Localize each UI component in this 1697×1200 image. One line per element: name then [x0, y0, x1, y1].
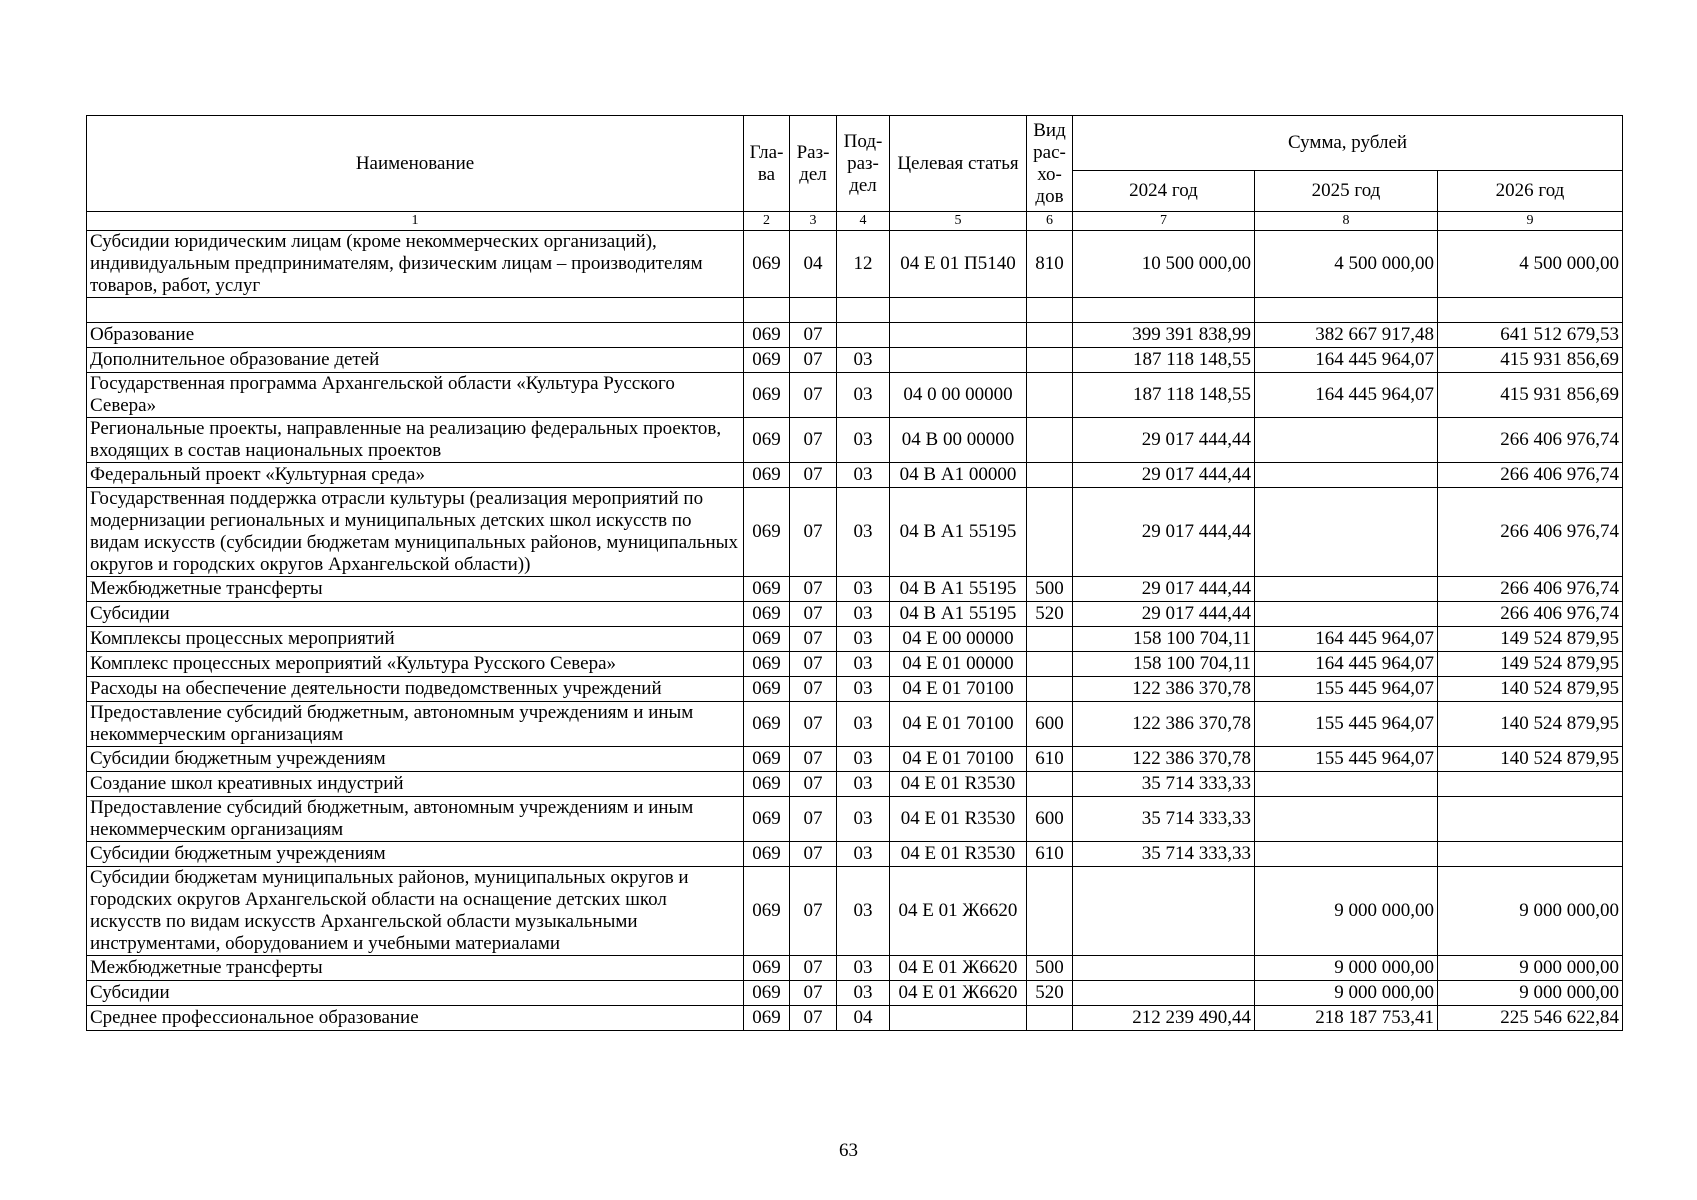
table-row [87, 652, 1623, 677]
row-expense-type: 500 [1027, 577, 1073, 602]
row-name: Среднее профессиональное образование [87, 1006, 744, 1031]
row-target-article: 04 Е 01 R3530 [890, 797, 1027, 842]
row-amount-2025: 155 445 964,07 [1255, 677, 1438, 702]
row-amount-2026: 9 000 000,00 [1438, 956, 1623, 981]
row-amount-2025: 9 000 000,00 [1255, 981, 1438, 1006]
row-section: 07 [790, 981, 837, 1006]
row-name: Дополнительное образование детей [87, 348, 744, 373]
row-amount-2026: 415 931 856,69 [1438, 373, 1623, 418]
row-name: Межбюджетные трансферты [87, 577, 744, 602]
header-expense-type: Вид рас-хо-дов [1027, 116, 1073, 212]
row-section: 07 [790, 867, 837, 956]
row-subsection: 03 [837, 981, 890, 1006]
page-number: 63 [839, 1140, 858, 1161]
row-expense-type [1027, 627, 1073, 652]
row-amount-2026: 225 546 622,84 [1438, 1006, 1623, 1031]
row-chapter: 069 [744, 488, 790, 577]
row-section: 07 [790, 602, 837, 627]
row-target-article: 04 Е 01 R3530 [890, 772, 1027, 797]
table-row [87, 677, 1623, 702]
row-amount-2026: 149 524 879,95 [1438, 652, 1623, 677]
row-subsection: 03 [837, 418, 890, 463]
row-name [87, 298, 744, 323]
row-target-article: 04 Е 00 00000 [890, 627, 1027, 652]
row-chapter: 069 [744, 677, 790, 702]
row-chapter: 069 [744, 602, 790, 627]
row-amount-2024: 29 017 444,44 [1073, 418, 1255, 463]
row-amount-2025: 9 000 000,00 [1255, 956, 1438, 981]
row-name: Федеральный проект «Культурная среда» [87, 463, 744, 488]
header-sum: Сумма, рублей [1073, 116, 1623, 171]
row-expense-type [1027, 772, 1073, 797]
row-subsection: 03 [837, 956, 890, 981]
col-number: 8 [1255, 212, 1438, 231]
col-number: 2 [744, 212, 790, 231]
row-name: Предоставление субсидий бюджетным, автономным учреждениям и иным некоммерческим организациям [87, 702, 744, 747]
row-amount-2024: 10 500 000,00 [1073, 231, 1255, 298]
table-row [87, 981, 1623, 1006]
row-chapter: 069 [744, 418, 790, 463]
header-name: Наименование [87, 116, 744, 212]
column-number-row [87, 212, 1623, 231]
row-section: 07 [790, 488, 837, 577]
row-amount-2025 [1255, 298, 1438, 323]
row-name: Государственная программа Архангельской области «Культура Русского Севера» [87, 373, 744, 418]
col-number: 1 [87, 212, 744, 231]
row-amount-2026 [1438, 842, 1623, 867]
row-amount-2026 [1438, 772, 1623, 797]
row-amount-2026 [1438, 298, 1623, 323]
row-amount-2026: 4 500 000,00 [1438, 231, 1623, 298]
row-subsection: 12 [837, 231, 890, 298]
row-amount-2024: 35 714 333,33 [1073, 797, 1255, 842]
table-row [87, 418, 1623, 463]
row-section: 07 [790, 323, 837, 348]
row-amount-2024: 399 391 838,99 [1073, 323, 1255, 348]
row-amount-2024 [1073, 956, 1255, 981]
row-target-article [890, 323, 1027, 348]
row-amount-2024 [1073, 867, 1255, 956]
row-subsection: 03 [837, 842, 890, 867]
table-row [87, 702, 1623, 747]
row-subsection: 03 [837, 797, 890, 842]
row-amount-2026: 266 406 976,74 [1438, 577, 1623, 602]
col-number: 7 [1073, 212, 1255, 231]
row-amount-2024: 29 017 444,44 [1073, 577, 1255, 602]
row-subsection: 03 [837, 488, 890, 577]
row-amount-2026: 266 406 976,74 [1438, 602, 1623, 627]
row-name: Образование [87, 323, 744, 348]
row-name: Субсидии юридическим лицам (кроме некоммерческих организаций), индивидуальным предпринимателям, физическим лицам – производителям товаров, работ, услуг [87, 231, 744, 298]
row-expense-type [1027, 323, 1073, 348]
row-target-article: 04 Е 01 R3530 [890, 842, 1027, 867]
row-amount-2024: 35 714 333,33 [1073, 772, 1255, 797]
row-section: 07 [790, 702, 837, 747]
row-amount-2025: 164 445 964,07 [1255, 627, 1438, 652]
row-amount-2025: 155 445 964,07 [1255, 702, 1438, 747]
row-name: Субсидии бюджетным учреждениям [87, 747, 744, 772]
row-amount-2024: 35 714 333,33 [1073, 842, 1255, 867]
row-section: 07 [790, 348, 837, 373]
row-name: Государственная поддержка отрасли культуры (реализация мероприятий по модернизации региональных и муниципальных детских школ искусств по видам искусств (субсидии бюджетам муниципальных районов, муниципальных округов и городских округов Архангельской области)) [87, 488, 744, 577]
row-section: 07 [790, 842, 837, 867]
row-expense-type: 520 [1027, 981, 1073, 1006]
row-amount-2025 [1255, 772, 1438, 797]
row-chapter: 069 [744, 627, 790, 652]
table-row [87, 323, 1623, 348]
row-amount-2025: 218 187 753,41 [1255, 1006, 1438, 1031]
row-amount-2026: 266 406 976,74 [1438, 488, 1623, 577]
row-target-article [890, 348, 1027, 373]
row-amount-2024: 158 100 704,11 [1073, 652, 1255, 677]
row-amount-2024: 122 386 370,78 [1073, 677, 1255, 702]
row-amount-2026: 9 000 000,00 [1438, 867, 1623, 956]
row-subsection: 03 [837, 373, 890, 418]
row-amount-2024: 187 118 148,55 [1073, 348, 1255, 373]
table-row [87, 1006, 1623, 1031]
row-section: 07 [790, 1006, 837, 1031]
row-section: 07 [790, 956, 837, 981]
row-chapter: 069 [744, 463, 790, 488]
table-row [87, 488, 1623, 577]
row-target-article: 04 Е 01 Ж6620 [890, 867, 1027, 956]
row-name: Региональные проекты, направленные на реализацию федеральных проектов, входящих в состав национальных проектов [87, 418, 744, 463]
row-expense-type: 500 [1027, 956, 1073, 981]
row-section: 07 [790, 373, 837, 418]
row-target-article: 04 В А1 55195 [890, 488, 1027, 577]
col-number: 4 [837, 212, 890, 231]
row-subsection: 03 [837, 627, 890, 652]
row-expense-type: 600 [1027, 702, 1073, 747]
row-section: 07 [790, 677, 837, 702]
row-amount-2025: 155 445 964,07 [1255, 747, 1438, 772]
row-subsection: 03 [837, 652, 890, 677]
row-expense-type [1027, 463, 1073, 488]
row-name: Комплекс процессных мероприятий «Культура Русского Севера» [87, 652, 744, 677]
row-section: 07 [790, 797, 837, 842]
header-target-article: Целевая статья [890, 116, 1027, 212]
row-name: Субсидии бюджетным учреждениям [87, 842, 744, 867]
row-expense-type [1027, 488, 1073, 577]
row-subsection [837, 323, 890, 348]
table-row [87, 797, 1623, 842]
row-amount-2026: 140 524 879,95 [1438, 747, 1623, 772]
col-number: 6 [1027, 212, 1073, 231]
row-amount-2025 [1255, 418, 1438, 463]
row-amount-2025 [1255, 797, 1438, 842]
row-chapter: 069 [744, 348, 790, 373]
header-year-2024: 2024 год [1073, 171, 1255, 212]
row-target-article: 04 В А1 55195 [890, 577, 1027, 602]
row-chapter: 069 [744, 797, 790, 842]
row-section: 07 [790, 627, 837, 652]
row-subsection: 03 [837, 702, 890, 747]
row-target-article: 04 В 00 00000 [890, 418, 1027, 463]
row-subsection: 03 [837, 747, 890, 772]
row-name: Субсидии [87, 981, 744, 1006]
row-subsection: 03 [837, 677, 890, 702]
table-row [87, 231, 1623, 298]
row-name: Субсидии [87, 602, 744, 627]
col-number: 9 [1438, 212, 1623, 231]
row-target-article: 04 Е 01 П5140 [890, 231, 1027, 298]
table-row [87, 772, 1623, 797]
row-subsection: 04 [837, 1006, 890, 1031]
table-row [87, 602, 1623, 627]
row-amount-2026: 266 406 976,74 [1438, 418, 1623, 463]
row-name: Расходы на обеспечение деятельности подведомственных учреждений [87, 677, 744, 702]
row-amount-2024: 158 100 704,11 [1073, 627, 1255, 652]
row-name: Комплексы процессных мероприятий [87, 627, 744, 652]
row-expense-type: 520 [1027, 602, 1073, 627]
row-chapter: 069 [744, 577, 790, 602]
table-row [87, 956, 1623, 981]
row-amount-2024 [1073, 981, 1255, 1006]
row-chapter: 069 [744, 842, 790, 867]
row-amount-2025: 382 667 917,48 [1255, 323, 1438, 348]
row-chapter: 069 [744, 702, 790, 747]
row-section [790, 298, 837, 323]
row-section: 07 [790, 747, 837, 772]
row-amount-2024: 122 386 370,78 [1073, 747, 1255, 772]
row-chapter: 069 [744, 652, 790, 677]
row-expense-type [1027, 348, 1073, 373]
table-row [87, 577, 1623, 602]
row-chapter [744, 298, 790, 323]
row-section: 07 [790, 463, 837, 488]
col-number: 3 [790, 212, 837, 231]
row-expense-type [1027, 652, 1073, 677]
row-section: 07 [790, 418, 837, 463]
row-chapter: 069 [744, 747, 790, 772]
row-target-article: 04 Е 01 70100 [890, 677, 1027, 702]
row-section: 07 [790, 652, 837, 677]
row-expense-type [1027, 867, 1073, 956]
row-chapter: 069 [744, 772, 790, 797]
budget-table-body [87, 231, 1623, 1031]
row-target-article: 04 Е 01 70100 [890, 702, 1027, 747]
row-amount-2025: 9 000 000,00 [1255, 867, 1438, 956]
row-expense-type: 810 [1027, 231, 1073, 298]
row-amount-2026: 140 524 879,95 [1438, 702, 1623, 747]
row-amount-2025: 4 500 000,00 [1255, 231, 1438, 298]
row-amount-2024: 29 017 444,44 [1073, 463, 1255, 488]
row-target-article: 04 Е 01 70100 [890, 747, 1027, 772]
header-section: Раз-дел [790, 116, 837, 212]
row-target-article: 04 В А1 00000 [890, 463, 1027, 488]
row-amount-2026: 641 512 679,53 [1438, 323, 1623, 348]
row-subsection: 03 [837, 463, 890, 488]
row-amount-2024 [1073, 298, 1255, 323]
row-amount-2025 [1255, 842, 1438, 867]
table-row [87, 747, 1623, 772]
row-target-article: 04 Е 01 Ж6620 [890, 981, 1027, 1006]
table-row [87, 463, 1623, 488]
row-subsection: 03 [837, 867, 890, 956]
row-expense-type [1027, 373, 1073, 418]
header-subsection: Под-раз-дел [837, 116, 890, 212]
row-section: 07 [790, 772, 837, 797]
row-amount-2026: 140 524 879,95 [1438, 677, 1623, 702]
table-row [87, 298, 1623, 323]
row-expense-type: 610 [1027, 747, 1073, 772]
row-target-article [890, 298, 1027, 323]
row-amount-2025: 164 445 964,07 [1255, 348, 1438, 373]
row-subsection: 03 [837, 577, 890, 602]
row-subsection: 03 [837, 602, 890, 627]
row-target-article: 04 В А1 55195 [890, 602, 1027, 627]
row-amount-2024: 29 017 444,44 [1073, 602, 1255, 627]
budget-table-container [86, 115, 1622, 1031]
row-amount-2025: 164 445 964,07 [1255, 373, 1438, 418]
row-subsection: 03 [837, 772, 890, 797]
row-chapter: 069 [744, 231, 790, 298]
table-row [87, 867, 1623, 956]
row-name: Межбюджетные трансферты [87, 956, 744, 981]
row-amount-2024: 187 118 148,55 [1073, 373, 1255, 418]
row-chapter: 069 [744, 867, 790, 956]
row-expense-type: 600 [1027, 797, 1073, 842]
row-amount-2026: 266 406 976,74 [1438, 463, 1623, 488]
row-amount-2025 [1255, 488, 1438, 577]
header-year-2025: 2025 год [1255, 171, 1438, 212]
row-amount-2026: 9 000 000,00 [1438, 981, 1623, 1006]
row-amount-2025 [1255, 602, 1438, 627]
row-expense-type [1027, 298, 1073, 323]
row-amount-2026: 149 524 879,95 [1438, 627, 1623, 652]
table-row [87, 348, 1623, 373]
col-number: 5 [890, 212, 1027, 231]
table-row [87, 627, 1623, 652]
row-target-article: 04 Е 01 Ж6620 [890, 956, 1027, 981]
row-amount-2026 [1438, 797, 1623, 842]
row-amount-2025 [1255, 463, 1438, 488]
row-chapter: 069 [744, 981, 790, 1006]
row-chapter: 069 [744, 373, 790, 418]
header-year-2026: 2026 год [1438, 171, 1623, 212]
row-name: Субсидии бюджетам муниципальных районов, муниципальных округов и городских округов Архангельской области на оснащение детских школ искусств по видам искусств Архангельской области музыкальными инструментами, оборудованием и учебными материалами [87, 867, 744, 956]
table-row [87, 373, 1623, 418]
row-amount-2025: 164 445 964,07 [1255, 652, 1438, 677]
row-amount-2024: 212 239 490,44 [1073, 1006, 1255, 1031]
row-expense-type [1027, 1006, 1073, 1031]
row-chapter: 069 [744, 956, 790, 981]
table-row [87, 842, 1623, 867]
row-amount-2026: 415 931 856,69 [1438, 348, 1623, 373]
row-subsection [837, 298, 890, 323]
row-expense-type [1027, 677, 1073, 702]
row-amount-2025 [1255, 577, 1438, 602]
row-name: Предоставление субсидий бюджетным, автономным учреждениям и иным некоммерческим организациям [87, 797, 744, 842]
row-chapter: 069 [744, 323, 790, 348]
budget-table [86, 115, 1623, 1031]
row-chapter: 069 [744, 1006, 790, 1031]
row-section: 04 [790, 231, 837, 298]
header-chapter: Гла-ва [744, 116, 790, 212]
row-target-article [890, 1006, 1027, 1031]
row-amount-2024: 29 017 444,44 [1073, 488, 1255, 577]
row-expense-type [1027, 418, 1073, 463]
row-section: 07 [790, 577, 837, 602]
row-expense-type: 610 [1027, 842, 1073, 867]
row-name: Создание школ креативных индустрий [87, 772, 744, 797]
row-amount-2024: 122 386 370,78 [1073, 702, 1255, 747]
row-target-article: 04 Е 01 00000 [890, 652, 1027, 677]
row-subsection: 03 [837, 348, 890, 373]
row-target-article: 04 0 00 00000 [890, 373, 1027, 418]
